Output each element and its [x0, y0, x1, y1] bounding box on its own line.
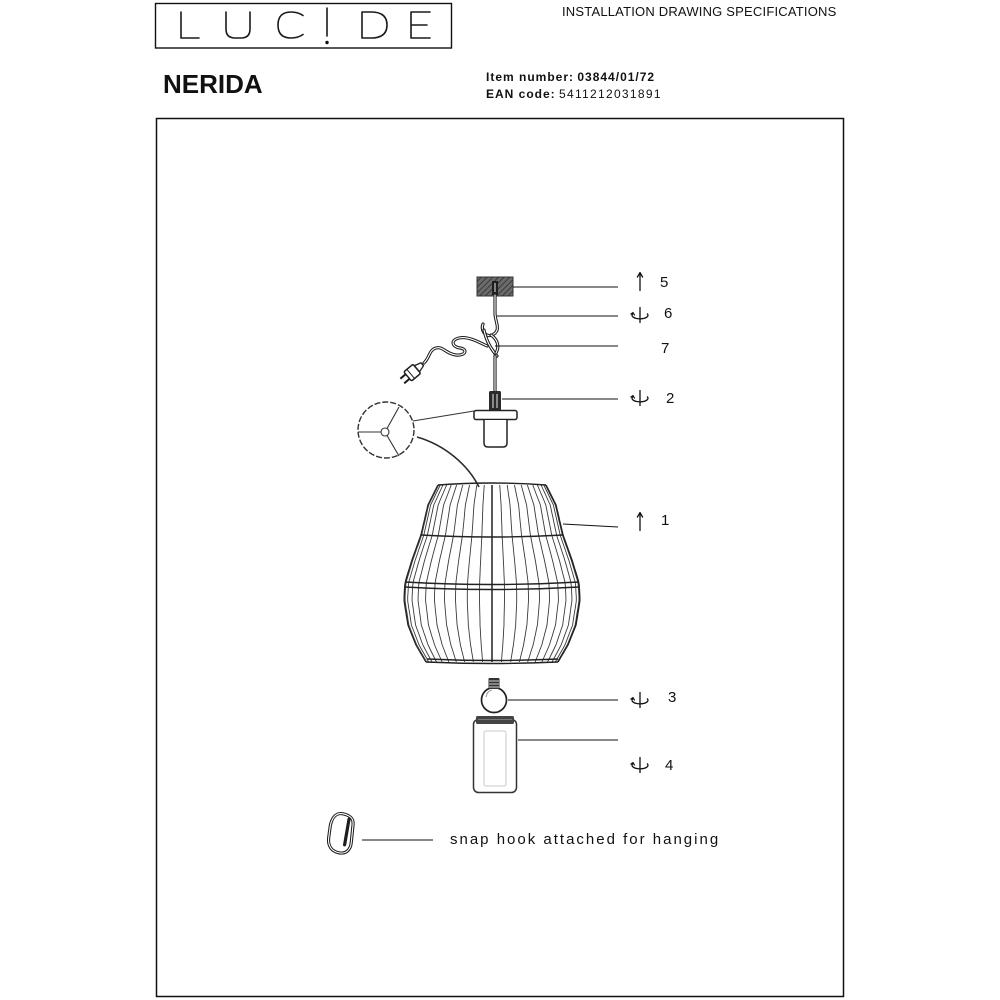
callout-number: 3 — [668, 689, 677, 706]
ean-value: 5411212031891 — [559, 87, 662, 101]
shade-rib — [546, 485, 579, 662]
document-type-title: INSTALLATION DRAWING SPECIFICATIONS — [562, 4, 837, 19]
shade-rib — [405, 485, 438, 662]
carabiner-icon — [325, 812, 357, 855]
light-bulb — [482, 678, 507, 713]
lamp-socket — [484, 420, 507, 447]
arrow-up-icon — [637, 273, 643, 292]
callout-number: 1 — [661, 512, 670, 529]
shade-rib — [500, 485, 505, 662]
drawing-frame — [157, 119, 844, 997]
rotate-icon — [631, 757, 649, 773]
cover-hub — [381, 428, 389, 436]
logo-letter-d — [362, 12, 387, 38]
shade-rib — [456, 485, 470, 662]
shade-ribs — [404, 485, 580, 662]
logo-letter-i-dot — [325, 41, 328, 44]
top-cover-disc — [358, 402, 479, 487]
rotate-icon — [631, 390, 649, 406]
shade-top-rim — [438, 483, 546, 485]
holder-ring — [474, 411, 517, 420]
cover-spoke — [387, 436, 399, 457]
item-number-value: 03844/01/72 — [577, 70, 656, 84]
rotate-icon — [631, 307, 649, 323]
logo-letter-l — [181, 12, 199, 38]
item-number-label: Item number: — [486, 70, 575, 84]
callout-number: 6 — [664, 305, 673, 322]
shade-rib — [435, 485, 457, 662]
battery-housing — [474, 716, 517, 793]
shade-rib — [514, 485, 528, 662]
shade-rib — [445, 485, 463, 662]
cover-spoke — [387, 407, 399, 429]
snap-hook-caption: snap hook attached for hanging — [450, 831, 721, 848]
callout-number: 7 — [661, 340, 670, 357]
shade-rib — [507, 485, 517, 662]
carabiner-gate — [344, 819, 350, 845]
housing-lid — [476, 716, 514, 724]
lamp-shade — [404, 483, 580, 664]
shade-rib — [467, 485, 477, 662]
rotate-icon — [631, 692, 649, 708]
shade-bottom-rim — [426, 662, 558, 664]
callout-number: 2 — [666, 390, 675, 407]
logo-letter-c — [278, 12, 303, 38]
callout-number: 4 — [665, 757, 674, 774]
logo-box — [156, 4, 452, 49]
shade-rib — [480, 485, 485, 662]
product-name: NERIDA — [163, 69, 263, 99]
callout-number: 5 — [660, 274, 669, 291]
ean-row — [486, 86, 662, 103]
cover-connector-line — [413, 411, 474, 421]
shade-rib — [521, 485, 539, 662]
plug-pin — [400, 374, 405, 378]
housing-body — [474, 720, 517, 793]
power-plug — [398, 360, 426, 386]
logo-letter-e — [411, 12, 430, 38]
plug-pin — [404, 379, 409, 383]
arrow-up-icon — [637, 513, 643, 532]
ceiling-mount — [477, 277, 513, 296]
logo-letter-u — [226, 12, 250, 38]
suspension-cable — [424, 330, 498, 391]
bulb-globe — [482, 688, 507, 713]
cord-grip — [489, 391, 501, 411]
leader-line-1 — [563, 524, 618, 527]
ean-label: EAN code: — [486, 87, 556, 101]
shade-connector-wire — [417, 437, 479, 487]
logo-lettering — [181, 8, 430, 38]
lucide-logo — [156, 4, 452, 49]
cover-outline — [358, 402, 414, 458]
shade-rib — [527, 485, 549, 662]
product-codes — [486, 69, 662, 103]
leader-lines — [495, 287, 618, 740]
item-number-row — [486, 69, 662, 86]
